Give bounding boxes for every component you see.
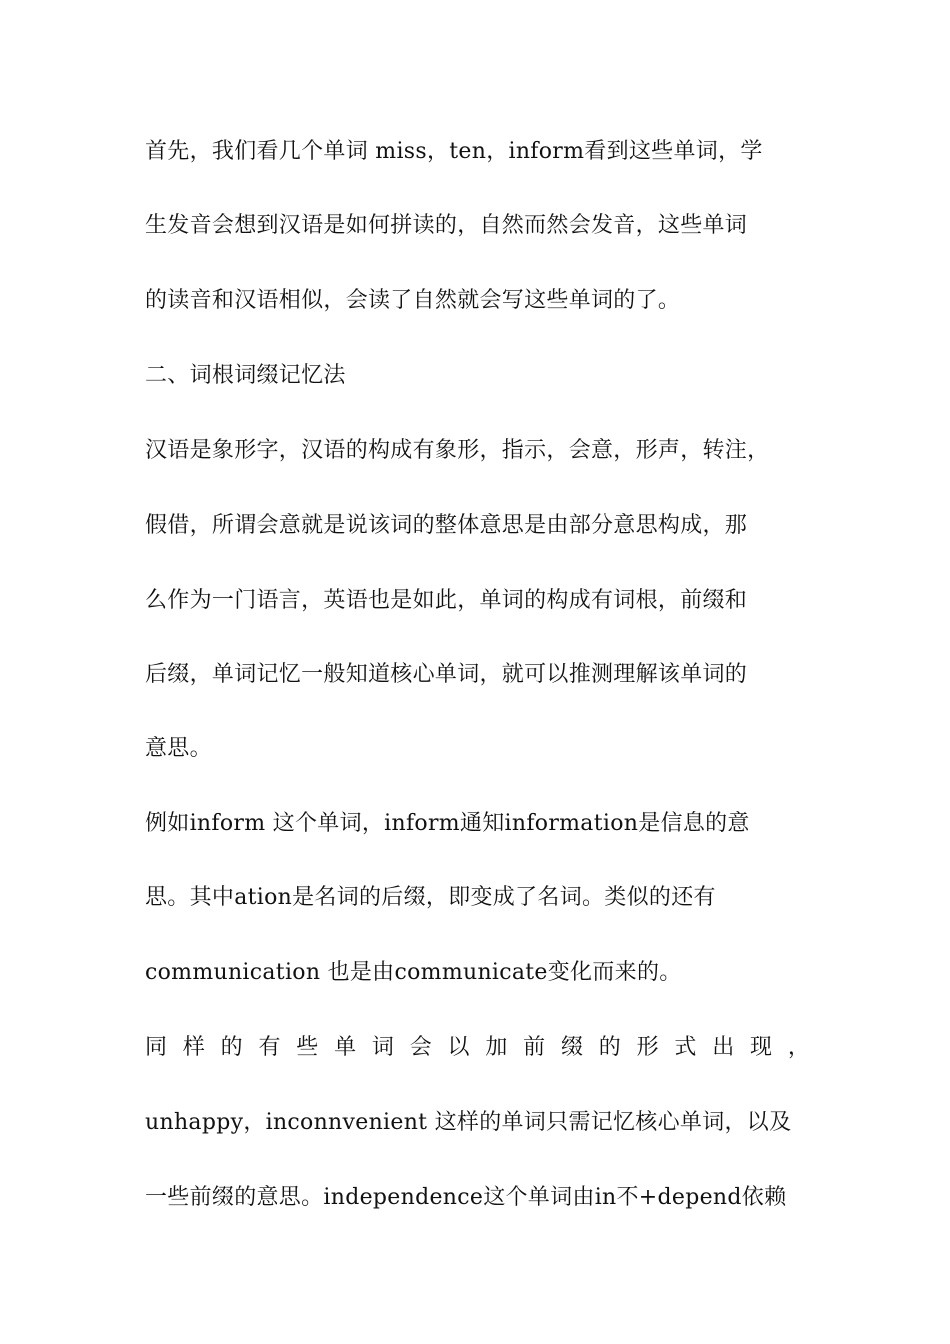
justified-char: 缀: [560, 1035, 583, 1060]
paragraph-line-12: communication 也是由communicate变化而来的。: [145, 960, 682, 985]
paragraph-line-3: 的读音和汉语相似，会读了自然就会写这些单词的了。: [145, 288, 681, 313]
paragraph-line-11: 思。其中ation是名词的后缀，即变成了名词。类似的还有: [145, 885, 716, 910]
justified-char: 前: [523, 1035, 546, 1060]
justified-char: 些: [296, 1035, 319, 1060]
justified-char: 的: [220, 1035, 243, 1060]
justified-char: 同: [145, 1035, 168, 1060]
justified-char: 词: [371, 1035, 394, 1060]
justified-char: 现: [750, 1035, 773, 1060]
paragraph-line-9: 意思。: [145, 736, 212, 761]
paragraph-line-6: 假借，所谓会意就是说该词的整体意思是由部分意思构成，那: [145, 513, 748, 538]
justified-char: 以: [447, 1035, 470, 1060]
justified-char: 有: [258, 1035, 281, 1060]
paragraph-line-10: 例如inform 这个单词，inform通知information是信息的意: [145, 811, 750, 836]
paragraph-line-13-justified: [145, 1033, 810, 1063]
justified-char: ，: [787, 1035, 810, 1060]
justified-char: 出: [712, 1035, 735, 1060]
paragraph-line-2: 生发音会想到汉语是如何拼读的，自然而然会发音，这些单词: [145, 213, 748, 238]
justified-char: 会: [409, 1035, 432, 1060]
paragraph-line-1: 首先，我们看几个单词 miss，ten，inform看到这些单词，学: [145, 139, 763, 164]
section-heading: 二、词根词缀记忆法: [145, 363, 346, 388]
justified-char: 样: [182, 1035, 205, 1060]
justified-char: 式: [674, 1035, 697, 1060]
paragraph-line-8: 后缀，单词记忆一般知道核心单词，就可以推测理解该单词的: [145, 662, 748, 687]
justified-char: 形: [636, 1035, 659, 1060]
paragraph-line-14: unhappy，inconnvenient 这样的单词只需记忆核心单词，以及: [145, 1110, 792, 1135]
justified-char: 加: [485, 1035, 508, 1060]
paragraph-line-15: 一些前缀的意思。independence这个单词由in不+depend依赖: [145, 1185, 787, 1210]
justified-char: 的: [598, 1035, 621, 1060]
paragraph-line-5: 汉语是象形字，汉语的构成有象形，指示，会意，形声，转注，: [145, 438, 770, 463]
paragraph-line-7: 么作为一门语言，英语也是如此，单词的构成有词根，前缀和: [145, 588, 748, 613]
justified-char: 单: [334, 1035, 357, 1060]
